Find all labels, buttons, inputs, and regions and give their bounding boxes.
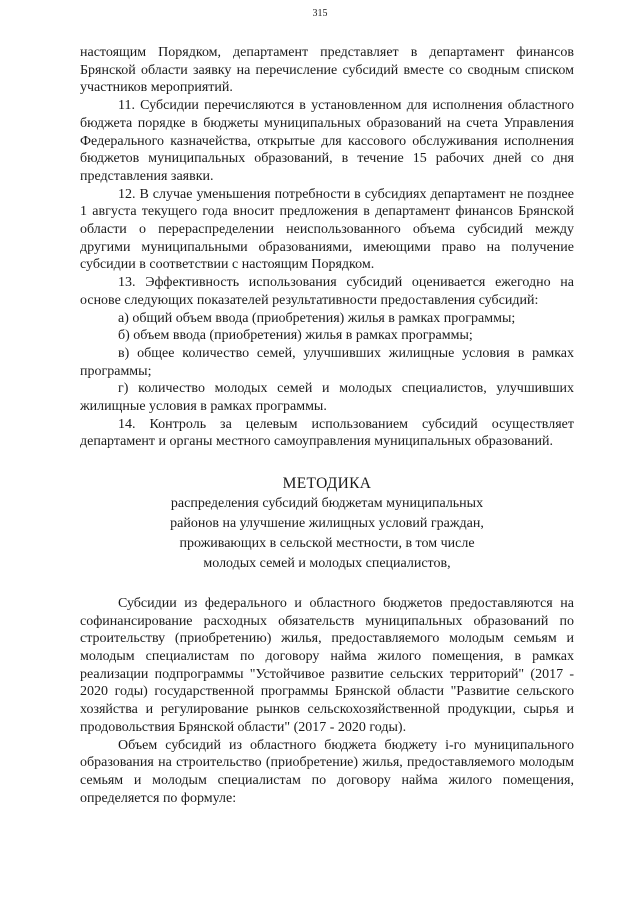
methodology-subtitle-line: проживающих в сельской местности, в том числе [179, 535, 475, 551]
paragraph-item-13: 13. Эффективность использования субсидий оценивается ежегодно на основе следующих показателей результативности предоставления субсидий: [80, 275, 574, 308]
paragraph-continuation: настоящим Порядком, департамент представляет в департамент финансов Брянской области заявку на перечисление субсидий вместе со сводным списком участников мероприятий. [80, 45, 574, 96]
methodology-paragraph-subsidies: Субсидии из федерального и областного бюджетов предоставляются на софинансирование расходных обязательств муниципальных образований по строительству (приобретению) жилья, предоставляемого молодым семьям и молодым специалистам по договору найма жилого помещения, в рамках реализации подпрограммы "Устойчивое развитие сельских территорий" (2017 - 2020 годы) государственной программы Брянской области "Развитие сельского хозяйства и регулирование рынков сельскохозяйственной продукции, сырья и продовольствия Брянской области" (2017 - 2020 годы). [80, 595, 574, 735]
paragraph-item-12: 12. В случае уменьшения потребности в субсидиях департамент не позднее 1 августа текущего года вносит предложения в департамент финансов Брянской области о перераспределении неиспользованного объема субсидий между другими муниципальными образованиями, имеющими право на получение субсидии в соответствии с настоящим Порядком. [80, 186, 574, 273]
document-body [80, 44, 574, 807]
indicator-a: а) общий объем ввода (приобретения) жилья в рамках программы; [118, 310, 516, 326]
indicator-v: в) общее количество семей, улучшивших жилищные условия в рамках программы; [80, 345, 574, 379]
methodology-paragraph-formula-intro: Объем субсидий из областного бюджета бюджету i-го муниципального образования на строительство (приобретение) жилья, предоставляемого молодым семьям и молодым специалистам по договору найма жилого помещения, определяется по формуле: [80, 737, 574, 806]
methodology-subtitle-line: распределения субсидий бюджетам муниципальных [170, 495, 484, 511]
methodology-subtitle-line: молодых семей и молодых специалистов, [203, 555, 451, 571]
paragraph-item-14: 14. Контроль за целевым использованием субсидий осуществляет департамент и органы местного самоуправления муниципальных образований. [80, 416, 574, 450]
indicator-g: г) количество молодых семей и молодых специалистов, улучшивших жилищные условия в рамках программы. [80, 381, 574, 415]
indicator-b: б) объем ввода (приобретения) жилья в рамках программы; [118, 328, 473, 344]
page-number: 315 [312, 8, 328, 19]
methodology-title: МЕТОДИКА [282, 475, 372, 493]
methodology-subtitle-line: районов на улучшение жилищных условий граждан, [170, 515, 484, 531]
paragraph-item-11: 11. Субсидии перечисляются в установленном для исполнения областного бюджета порядке в бюджеты муниципальных образований на счета Управления Федерального казначейства, открытые для кассового обслуживания исполнения бюджетов муниципальных образований, в течение 15 рабочих дней со дня представления заявки. [80, 98, 574, 184]
